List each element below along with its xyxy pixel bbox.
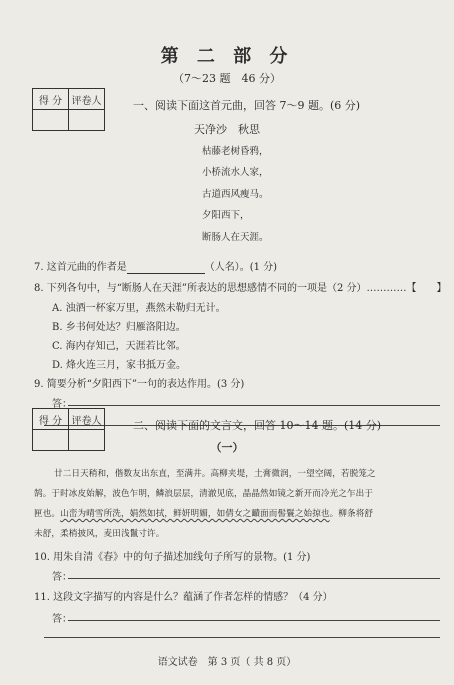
- q11-stem: 11. 这段文字描写的内容是什么？蕴涵了作者怎样的情感？（4 分）: [34, 592, 333, 603]
- page-footer: 语文试卷 第 3 页（ 共 8 页）: [157, 657, 297, 668]
- poem-title: 天净沙 秋思: [194, 123, 260, 136]
- reviewer-label: 评卷人: [69, 89, 105, 110]
- underlined-sentence: 山峦为晴雪所洗，娟然如拭，鲜妍明媚，如倩女之靧面而髻鬟之始掠也: [60, 509, 330, 519]
- section1-heading: 一、阅读下面这首元曲，回答 7～9 题。(6 分): [133, 99, 361, 112]
- part-subtitle: （7～23 题 46 分）: [173, 72, 281, 85]
- poem-line: 断肠人在天涯。: [202, 232, 269, 243]
- q8-stem: 8. 下列各句中，与“断肠人在天涯”所表达的思想感情不同的一项是（2 分）…………【 】: [34, 283, 447, 294]
- poem-line: 古道西风瘦马。: [202, 189, 269, 200]
- q8-option-b[interactable]: B. 乡书何处达？归雁洛阳边。: [52, 322, 186, 333]
- reviewer-label: 评卷人: [69, 409, 105, 430]
- q11-answer-label: 答：: [52, 614, 72, 625]
- part-title: 第 二 部 分: [160, 46, 294, 67]
- score-label: 得 分: [33, 409, 69, 430]
- score-label: 得 分: [33, 89, 69, 110]
- q7-suffix: （人名）。(1 分): [204, 262, 278, 273]
- q11-answer-line-1[interactable]: [68, 620, 440, 621]
- passage-text: 。柳条将舒: [329, 509, 374, 519]
- passage-text: 匣也。: [34, 509, 61, 519]
- q8-option-d[interactable]: D. 烽火连三月，家书抵万金。: [52, 360, 187, 371]
- q10-answer-label: 答：: [52, 572, 72, 583]
- section2-heading: 二、阅读下面的文言文，回答 10～14 题。(14 分): [133, 419, 382, 432]
- poem-line: 枯藤老树昏鸦，: [202, 146, 269, 157]
- q9-stem: 9. 简要分析“夕阳西下”一句的表达作用。(3 分): [34, 379, 245, 390]
- q10-stem: 10. 用朱自清《春》中的句子描述加线句子所写的景物。(1 分): [34, 552, 311, 563]
- q8-option-c[interactable]: C. 海内存知己，天涯若比邻。: [52, 341, 186, 352]
- passage-line-2: 鹄。于时冰皮始解，波色乍明，鳞浪层层，清澈见底，晶晶然如镜之新开而冷光之乍出于: [34, 489, 374, 499]
- passage-line-1: 廿二日天稍和，偕数友出东直，至满井。高柳夹堤，土膏微润，一望空阔，若脱笼之: [54, 469, 376, 479]
- section2-part-label: （一）: [210, 441, 244, 454]
- q7-stem: [34, 258, 277, 274]
- q7-prefix: 7. 这首元曲的作者是: [34, 262, 127, 273]
- poem-line: 小桥流水人家，: [202, 167, 269, 178]
- q7-blank[interactable]: [127, 262, 205, 274]
- q8-option-a[interactable]: A. 浊酒一杯家万里，燕然未勒归无计。: [52, 303, 226, 314]
- q9-answer-label: 答：: [52, 399, 72, 410]
- q9-answer-line-1[interactable]: [68, 405, 440, 406]
- q10-answer-line[interactable]: [68, 578, 440, 579]
- q11-answer-line-2[interactable]: [44, 637, 440, 638]
- poem-line: 夕阳西下，: [202, 210, 250, 221]
- passage-line-4: 未舒，柔梢披风，麦田浅鬣寸许。: [34, 529, 165, 539]
- passage-line-3: [34, 507, 373, 519]
